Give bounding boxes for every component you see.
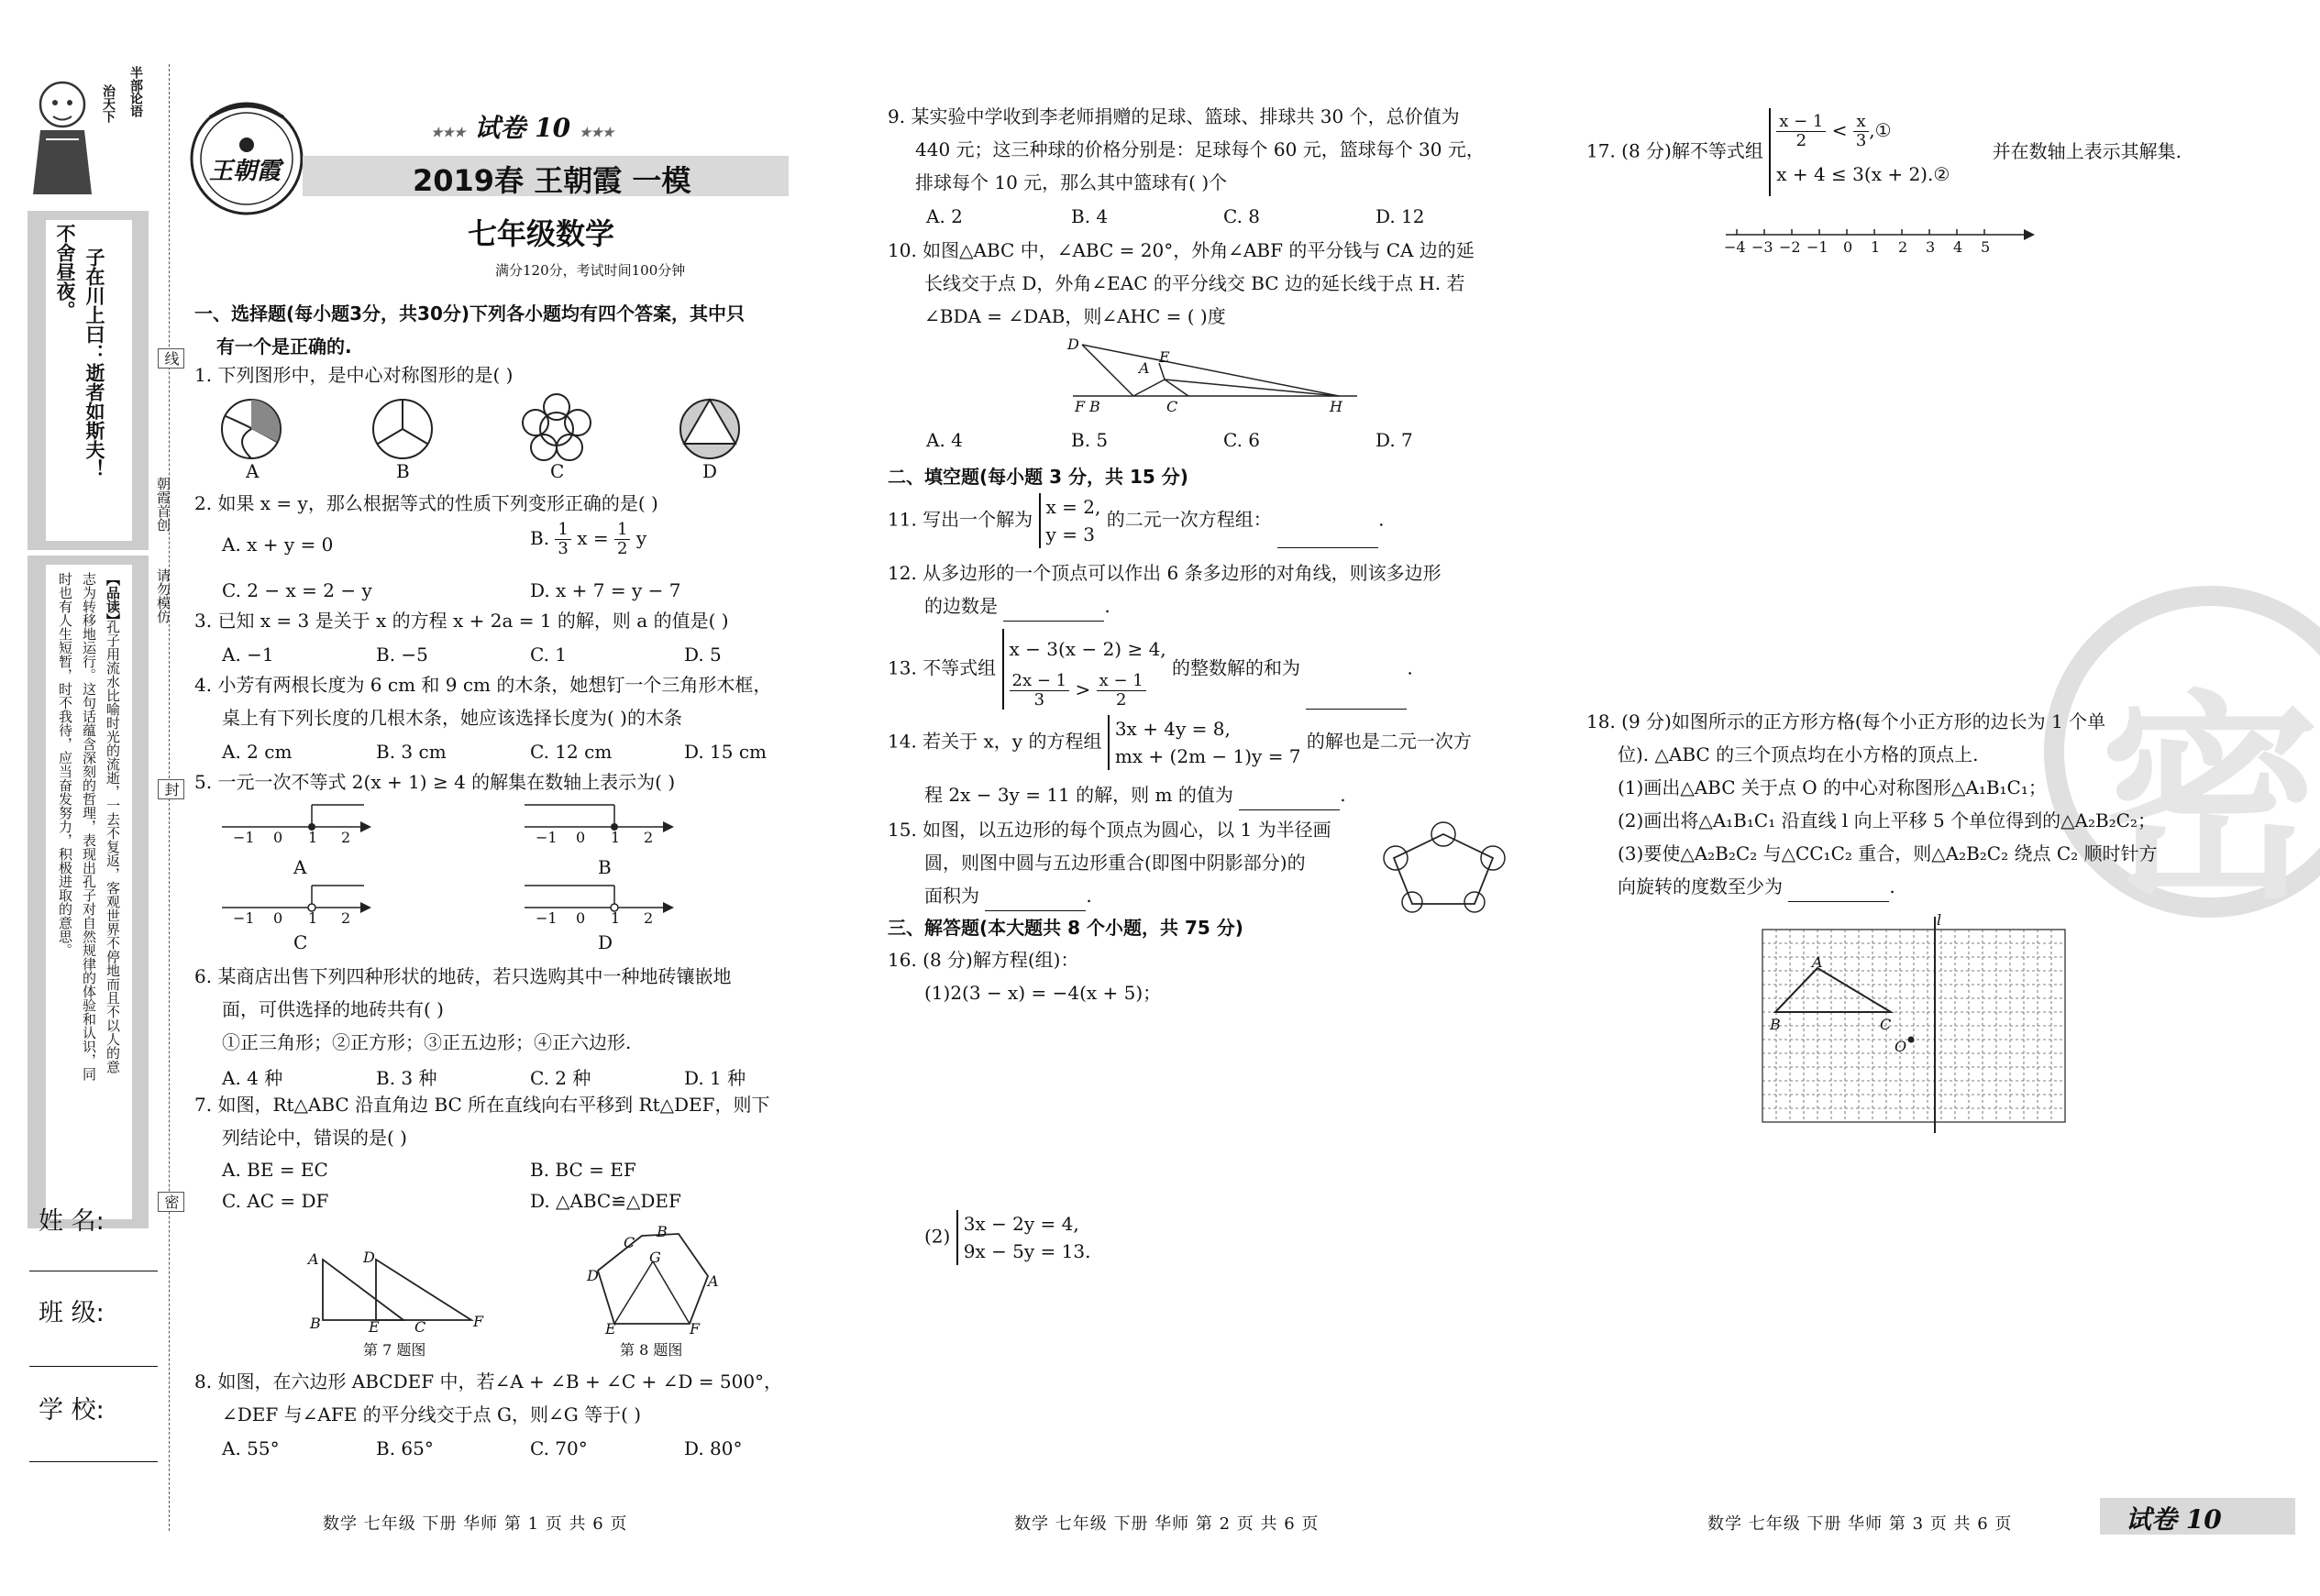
q17-tick: −1	[1806, 238, 1828, 256]
q11: 11. 写出一个解为 x = 2, y = 3 的二元一次方程组： .	[888, 493, 1384, 548]
q9-option-d: D. 12	[1375, 205, 1425, 227]
q18-stem-2: 位). △ABC 的三个顶点均在小方格的顶点上.	[1618, 743, 1979, 765]
q7-stem-2: 列结论中，错误的是( )	[222, 1127, 407, 1149]
q9-stem: 9. 某实验中学收到李老师捐赠的足球、篮球、排球共 30 个，总价值为	[888, 105, 1460, 127]
q6-option-d: D. 1 种	[684, 1067, 746, 1089]
q8-figure	[587, 1225, 724, 1335]
q5-tick: 0	[273, 829, 283, 846]
q1-label-a: A	[246, 460, 260, 482]
q9-stem-3: 排球每个 10 元，那么其中篮球有( )个	[915, 171, 1228, 193]
q16-part-1: (1)2(3 − x) = −4(x + 5)；	[924, 982, 1162, 1004]
q18-fig-label: A	[1812, 953, 1823, 971]
watermark-char: 密	[2100, 672, 2320, 929]
q10-option-b: B. 5	[1071, 429, 1109, 451]
q10-fig-label: F	[1075, 398, 1086, 415]
q14-system: 3x + 4y = 8, mx + (2m − 1)y = 7	[1108, 715, 1301, 770]
q5-label-a: A	[293, 856, 307, 878]
logo-text: 王朝霞	[209, 158, 282, 185]
fold-mark-seal: 封	[158, 779, 184, 799]
q13-system: x − 3(x − 2) ≥ 4, $\frac{2x - 1}{3}$ > $\frac{x - 1}{2}$	[1002, 629, 1166, 710]
q13: 13. 不等式组 x − 3(x − 2) ≥ 4, $\frac{2x - 1}{3}$ > $\frac{x - 1}{2}$ 的整数解的和为 .	[888, 629, 1413, 710]
footer-page-1: 数学 七年级 下册 华师 第 1 页 共 6 页	[323, 1514, 628, 1534]
q2-option-d: D. x + 7 = y − 7	[530, 579, 681, 601]
q15-stem-3: 面积为 .	[924, 880, 1092, 911]
q5-stem: 5. 一元一次不等式 2(x + 1) ≥ 4 的解集在数轴上表示为( )	[194, 771, 676, 793]
badge-subtitle: 治天下	[101, 84, 116, 123]
q7-figure	[303, 1247, 495, 1338]
q1-fig-b	[373, 400, 432, 458]
commentary-text-1: 孔子用流水比喻时光的流逝，一去不复返，客观世界不停地而且不以人的意	[105, 620, 121, 1073]
q5-tick: −1	[536, 909, 558, 927]
q7-fig-label: B	[310, 1315, 321, 1332]
footer-page-3: 数学 七年级 下册 华师 第 3 页 共 6 页	[1707, 1514, 2013, 1534]
q10-fig-label: C	[1166, 398, 1178, 415]
q18-fig-label: O	[1895, 1038, 1907, 1055]
q5-tick: −1	[233, 909, 255, 927]
exam-subject: 七年级数学	[468, 216, 615, 251]
q10-stem-2: 长线交于点 D，外角∠EAC 的平分线交 BC 边的延长线于点 H. 若	[924, 272, 1465, 294]
sidebar	[28, 66, 149, 1166]
q4-option-a: A. 2 cm	[222, 741, 293, 763]
q10-fig-label: A	[1139, 359, 1150, 377]
q6-option-a: A. 4 种	[222, 1067, 283, 1089]
q6-option-c: C. 2 种	[530, 1067, 591, 1089]
q1-fig-a	[222, 400, 281, 458]
q8-fig-label: D	[587, 1267, 599, 1284]
q10-option-a: A. 4	[926, 429, 963, 451]
q5-tick: 2	[644, 909, 654, 927]
q9-option-c: C. 8	[1223, 205, 1261, 227]
q8-fig-label: B	[657, 1223, 668, 1240]
q7-fig-label: C	[414, 1318, 426, 1336]
q5-tick: 1	[611, 909, 621, 927]
q4-option-d: D. 15 cm	[684, 741, 768, 763]
q1-fig-c	[523, 394, 591, 460]
q15-stem-2: 圆，则图中圆与五边形重合(即图中阴影部分)的	[924, 852, 1306, 874]
q6-stem: 6. 某商店出售下列四种形状的地砖，若只选购其中一种地砖镶嵌地	[194, 965, 732, 987]
q4-option-c: C. 12 cm	[530, 741, 613, 763]
q2-frac-1: $\frac{1}{3}$	[555, 521, 570, 558]
q1-fig-d	[680, 400, 739, 458]
q5-tick: −1	[233, 829, 255, 846]
q5-tick: −1	[536, 829, 558, 846]
q4-stem: 4. 小芳有两根长度为 6 cm 和 9 cm 的木条，她想钉一个三角形木框，	[194, 674, 772, 696]
q7-option-a: A. BE = EC	[222, 1159, 328, 1181]
q1-label-d: D	[702, 460, 718, 482]
q5-tick: 2	[341, 909, 351, 927]
series-label: ★★★ 试卷 10 ★★★	[431, 113, 614, 143]
q5-tick: 0	[576, 829, 586, 846]
q8-stem: 8. 如图，在六边形 ABCDEF 中，若∠A + ∠B + ∠C + ∠D = 500°，	[194, 1370, 783, 1392]
q12-stem-2: 的边数是 .	[924, 590, 1110, 622]
q18-fig-label: C	[1880, 1016, 1892, 1033]
q8-fig-caption: 第 8 题图	[620, 1341, 683, 1359]
quote-main: 子在川上曰：逝者如斯夫！	[83, 248, 105, 479]
badge-title: 半部论语	[128, 66, 143, 117]
q7-fig-label: F	[473, 1313, 484, 1330]
q18-part-3-b: 向旋转的度数至少为 .	[1618, 871, 1895, 902]
section-1-title-2: 有一个是正确的.	[216, 336, 352, 358]
q8-fig-label: C	[624, 1234, 635, 1251]
commentary-label: 【品读】	[105, 572, 121, 627]
q12-answer-blank[interactable]	[1003, 600, 1104, 622]
q5-tick: 1	[308, 909, 318, 927]
q3-option-c: C. 1	[530, 644, 568, 666]
q7-option-b: B. BC = EF	[530, 1159, 636, 1181]
q4-option-b: B. 3 cm	[376, 741, 447, 763]
q17: 17. (8 分)解不等式组 $\frac{x - 1}{2}$ < $\frac{x}{3}$ ,① x + 4 ≤ 3(x + 2).② 并在数轴上表示其解集.	[1586, 108, 2182, 196]
q9-option-b: B. 4	[1071, 205, 1109, 227]
q8-option-c: C. 70°	[530, 1437, 588, 1459]
q8-option-b: B. 65°	[376, 1437, 434, 1459]
q5-label-c: C	[293, 931, 308, 953]
fold-mark-secret: 密	[158, 1192, 184, 1212]
q7-fig-label: A	[308, 1250, 319, 1268]
q17-tick: −4	[1724, 238, 1746, 256]
q17-system: $\frac{x - 1}{2}$ < $\frac{x}{3}$ ,① x + 4 ≤ 3(x + 2).②	[1769, 108, 1950, 196]
q8-fig-label: F	[690, 1320, 701, 1337]
q17-tick: 4	[1953, 238, 1963, 256]
side-note-noimitate: 请勿模仿	[155, 568, 171, 623]
badge-mascot-icon	[28, 66, 103, 204]
q12-stem: 12. 从多边形的一个顶点可以作出 6 条多边形的对角线，则该多边形	[888, 562, 1442, 584]
class-field[interactable]	[29, 1366, 158, 1367]
q10-stem-3: ∠BDA = ∠DAB，则∠AHC = ( )度	[924, 305, 1226, 327]
q15-figure	[1383, 821, 1511, 913]
section-1-title: 一、选择题(每小题3分，共30分)下列各小题均有四个答案，其中只	[194, 303, 746, 325]
q15-answer-blank[interactable]	[985, 890, 1086, 911]
q5-tick: 2	[341, 829, 351, 846]
q2-option-a: A. x + y = 0	[222, 534, 334, 556]
q8-option-d: D. 80°	[684, 1437, 743, 1459]
quote-continuation: 不舍昼夜。	[54, 224, 76, 320]
q15-stem: 15. 如图，以五边形的每个顶点为圆心，以 1 为半径画	[888, 819, 1331, 841]
q11-system: x = 2, y = 3	[1039, 493, 1101, 548]
q2-option-b: B. $\frac{1}{3}$ x = $\frac{1}{2}$ y	[530, 520, 647, 558]
q3-option-b: B. −5	[376, 644, 428, 666]
commentary-text-3: 时也有人生短暂，时不我待，应当奋发努力，积极进取的意思。	[57, 572, 73, 957]
q7-option-c: C. AC = DF	[222, 1190, 329, 1212]
section-3-title: 三、解答题(本大题共 8 个小题，共 75 分)	[888, 917, 1243, 939]
q10-fig-label: D	[1067, 336, 1079, 353]
q3-option-a: A. −1	[222, 644, 274, 666]
q8-fig-label: E	[605, 1320, 616, 1337]
q9-option-a: A. 2	[926, 205, 963, 227]
q1-label-c: C	[550, 460, 565, 482]
q7-fig-caption: 第 7 题图	[363, 1341, 426, 1359]
q18-part-1: (1)画出△ABC 关于点 O 的中心对称图形△A₁B₁C₁；	[1618, 776, 2047, 798]
q14-line-2: 程 2x − 3y = 11 的解，则 m 的值为 .	[924, 779, 1346, 810]
q3-option-d: D. 5	[684, 644, 722, 666]
q13-answer-blank[interactable]	[1306, 688, 1407, 710]
q16-stem: 16. (8 分)解方程(组)：	[888, 949, 1079, 971]
q1-figures	[213, 391, 763, 482]
section-2-title: 二、填空题(每小题 3 分，共 15 分)	[888, 466, 1188, 488]
q10-option-c: C. 6	[1223, 429, 1261, 451]
school-label: 学 校:	[39, 1396, 105, 1425]
q18-fig-label: l	[1937, 911, 1942, 929]
q14-answer-blank[interactable]	[1239, 789, 1340, 810]
school-field[interactable]	[29, 1461, 158, 1462]
q5-label-b: B	[598, 856, 612, 878]
q18-part-3: (3)要使△A₂B₂C₂ 与△CC₁C₂ 重合，则△A₂B₂C₂ 绕点 C₂ 顺时针方	[1618, 842, 2158, 864]
q8-stem-2: ∠DEF 与∠AFE 的平分线交于点 G，则∠G 等于( )	[222, 1403, 642, 1425]
q17-tick: 3	[1926, 238, 1936, 256]
q10-stem: 10. 如图△ABC 中，∠ABC = 20°，外角∠ABF 的平分钱与 CA 边的延	[888, 239, 1475, 261]
fold-mark-line: 线	[158, 348, 184, 369]
name-label: 姓 名:	[39, 1207, 105, 1236]
q10-fig-label: H	[1330, 398, 1342, 415]
q3-stem: 3. 已知 x = 3 是关于 x 的方程 x + 2a = 1 的解，则 a 的值是( )	[194, 610, 729, 632]
q16-part-2: (2) 3x − 2y = 4, 9x − 5y = 13.	[924, 1210, 1090, 1265]
q14: 14. 若关于 x，y 的方程组 3x + 4y = 8, mx + (2m − 1)y = 7 的解也是二元一次方	[888, 715, 1472, 770]
q7-fig-label: E	[369, 1318, 380, 1336]
q5-axis-d	[525, 886, 671, 911]
q2-option-c: C. 2 − x = 2 − y	[222, 579, 372, 601]
q7-option-d: D. △ABC≌△DEF	[530, 1190, 681, 1212]
q1-label-b: B	[396, 460, 410, 482]
q18-answer-blank[interactable]	[1788, 881, 1889, 902]
q2-frac-2: $\frac{1}{2}$	[614, 521, 630, 558]
q7-stem: 7. 如图，Rt△ABC 沿直角边 BC 所在直线向右平移到 Rt△DEF，则下	[194, 1094, 770, 1116]
q11-answer-blank[interactable]	[1277, 527, 1378, 548]
q5-axis-c	[222, 886, 369, 911]
exam-meta: 满分120分，考试时间100分钟	[495, 262, 686, 279]
q17-tick: 2	[1898, 238, 1908, 256]
commentary-panel	[28, 556, 149, 1228]
q5-tick: 0	[273, 909, 283, 927]
q8-option-a: A. 55°	[222, 1437, 280, 1459]
q17-tick: 0	[1843, 238, 1853, 256]
q16-system: 3x − 2y = 4, 9x − 5y = 13.	[956, 1210, 1091, 1265]
q2-stem: 2. 如果 x = y，那么根据等式的性质下列变形正确的是( )	[194, 492, 658, 514]
q10-fig-label: B	[1089, 398, 1100, 415]
q5-axis-a	[222, 805, 369, 831]
q18-fig-label: B	[1770, 1016, 1781, 1033]
q10-figure	[1064, 336, 1357, 418]
q8-fig-label: A	[708, 1272, 719, 1290]
quote-panel	[28, 211, 149, 550]
q4-stem-2: 桌上有下列长度的几根木条，她应该选择长度为( )的木条	[222, 707, 682, 729]
q18-stem: 18. (9 分)如图所示的正方形方格(每个小正方形的边长为 1 个单	[1586, 710, 2106, 732]
q6-stem-2: 面，可供选择的地砖共有( )	[222, 998, 444, 1020]
q6-stem-3: ①正三角形；②正方形；③正五边形；④正六边形.	[222, 1031, 632, 1053]
q5-axis-b	[525, 805, 671, 831]
footer-page-2: 数学 七年级 下册 华师 第 2 页 共 6 页	[1014, 1514, 1320, 1534]
commentary-text-2: 志为转移地运行。这句话蕴含深刻的哲理，表现出孔子对自然规律的体验和认识，同	[81, 572, 97, 1081]
q5-label-d: D	[598, 931, 613, 953]
q6-option-b: B. 3 种	[376, 1067, 437, 1089]
q17-tick: −3	[1751, 238, 1773, 256]
q10-fig-label: E	[1159, 348, 1170, 366]
q8-fig-label: G	[649, 1249, 661, 1266]
q9-stem-2: 440 元；这三种球的价格分别是：足球每个 60 元，篮球每个 30 元，	[915, 138, 1485, 160]
q1-stem: 1. 下列图形中，是中心对称图形的是( )	[194, 364, 514, 386]
q7-fig-label: D	[363, 1249, 375, 1266]
class-label: 班 级:	[39, 1299, 105, 1327]
q5-tick: 1	[308, 829, 318, 846]
exam-title: 2019春 王朝霞 一模	[413, 163, 691, 198]
q5-tick: 1	[611, 829, 621, 846]
q17-tick: 1	[1871, 238, 1881, 256]
q5-tick: 2	[644, 829, 654, 846]
q18-grid-figure	[1757, 911, 2069, 1140]
corner-tag: 试卷 10	[2126, 1504, 2222, 1535]
side-note-original: 朝霞首创	[155, 477, 171, 532]
q5-tick: 0	[576, 909, 586, 927]
q10-option-d: D. 7	[1375, 429, 1413, 451]
q17-tick: −2	[1779, 238, 1801, 256]
q18-part-2: (2)画出将△A₁B₁C₁ 沿直线 l 向上平移 5 个单位得到的△A₂B₂C₂；	[1618, 809, 2156, 831]
q17-tick: 5	[1981, 238, 1991, 256]
